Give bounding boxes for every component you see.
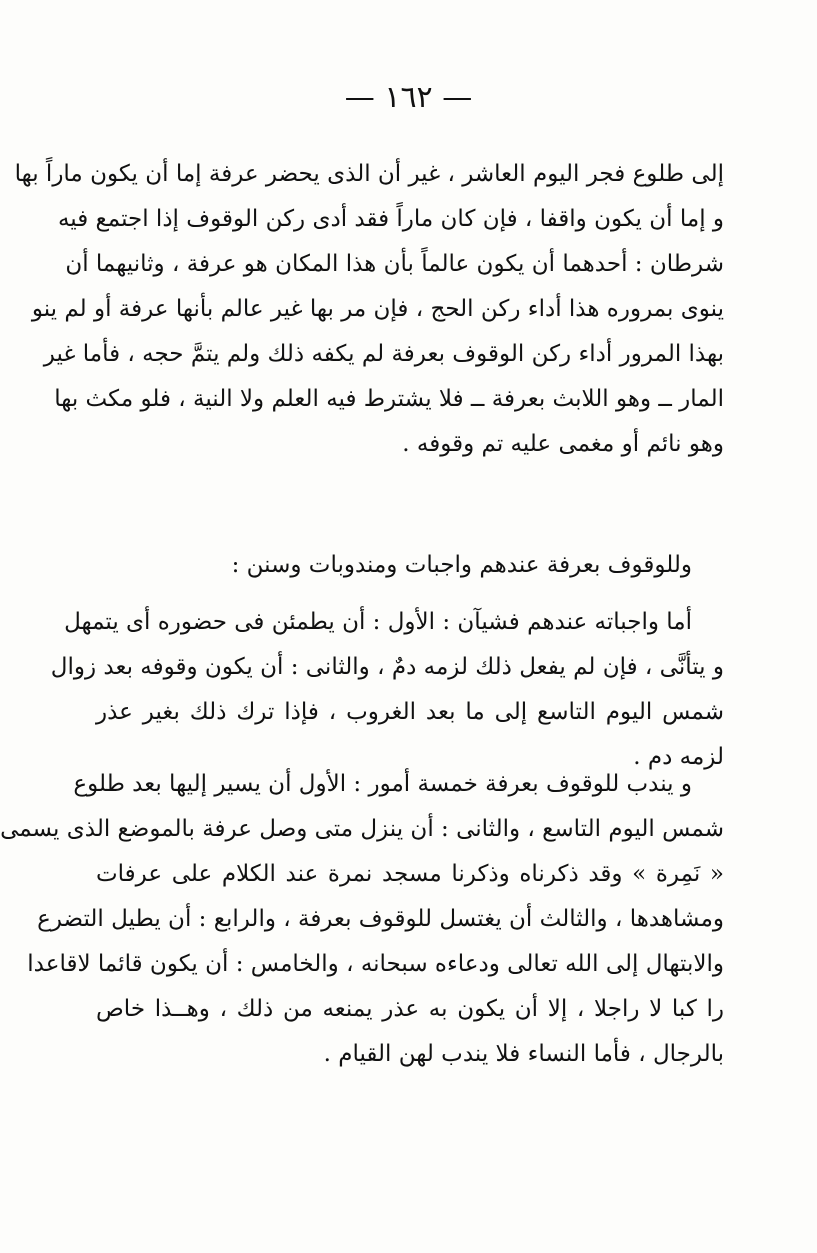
- text-line: أما واجباته عندهم فشيآن : الأول : أن يطمئن فى حضوره أى يتمهل: [64, 609, 692, 635]
- paragraph-wajibat: [50, 543, 724, 780]
- text-line: و إما أن يكون واقفا ، فإن كان ماراً فقد أدى ركن الوقوف إذا اجتمع فيه: [57, 206, 724, 232]
- text-line: وهو نائم أو مغمى عليه تم وقوفه .: [402, 431, 724, 457]
- paragraph-mandubat: [0, 762, 724, 1077]
- text-line: شرطان : أحدهما أن يكون عالماً بأن هذا المكان هو عرفة ، وثانيهما أن: [65, 251, 724, 277]
- text-line: وللوقوف بعرفة عندهم واجبات ومندوبات وسنن :: [231, 552, 692, 578]
- text-line: المار ــ وهو اللابث بعرفة ــ فلا يشترط فيه العلم ولا النية ، فلو مكث بها: [54, 386, 724, 412]
- text-line: ومشاهدها ، والثالث أن يغتسل للوقوف بعرفة ، والرابع : أن يطيل التضرع: [37, 906, 724, 932]
- text-line: و يتأنَّى ، فإن لم يفعل ذلك لزمه دمٌ ، والثانى : أن يكون وقوفه بعد زوال: [50, 654, 724, 680]
- text-line: و يندب للوقوف بعرفة خمسة أمور : الأول أن يسير إليها بعد طلوع: [73, 771, 692, 797]
- paragraph-gap: [96, 588, 724, 600]
- text-line: بهذا المرور أداء ركن الوقوف بعرفة لم يكفه ذلك ولم يتمَّ حجه ، فأما غير: [43, 341, 724, 367]
- text-line: شمس اليوم التاسع إلى ما بعد الغروب ، فإذا ترك ذلك بغير عذر: [96, 699, 724, 725]
- text-line: إلى طلوع فجر اليوم العاشر ، غير أن الذى يحضر عرفة إما أن يكون ماراً بها: [14, 161, 724, 187]
- text-line: را كبا لا راجلا ، إلا أن يكون به عذر يمنعه من ذلك ، وهــذا خاص: [96, 996, 724, 1022]
- page-number: — ١٦٢ —: [344, 80, 473, 115]
- paragraph-hajj-arafa-presence: [14, 152, 724, 467]
- text-line: « نَمِرة » وقد ذكرناه وذكرنا مسجد نمرة عند الكلام على عرفات: [96, 861, 724, 887]
- text-line: بالرجال ، فأما النساء فلا يندب لهن القيام .: [323, 1041, 724, 1067]
- text-line: والابتهال إلى الله تعالى ودعاءه سبحانه ، والخامس : أن يكون قائما لاقاعدا: [27, 951, 724, 977]
- text-line: شمس اليوم التاسع ، والثانى : أن ينزل متى وصل عرفة بالموضع الذى يسمى: [0, 816, 724, 842]
- text-line: ينوى بمروره هذا أداء ركن الحج ، فإن مر بها غير عالم بأنها عرفة أو لم ينو: [31, 296, 724, 322]
- text-line: لزمه دم .: [633, 744, 724, 770]
